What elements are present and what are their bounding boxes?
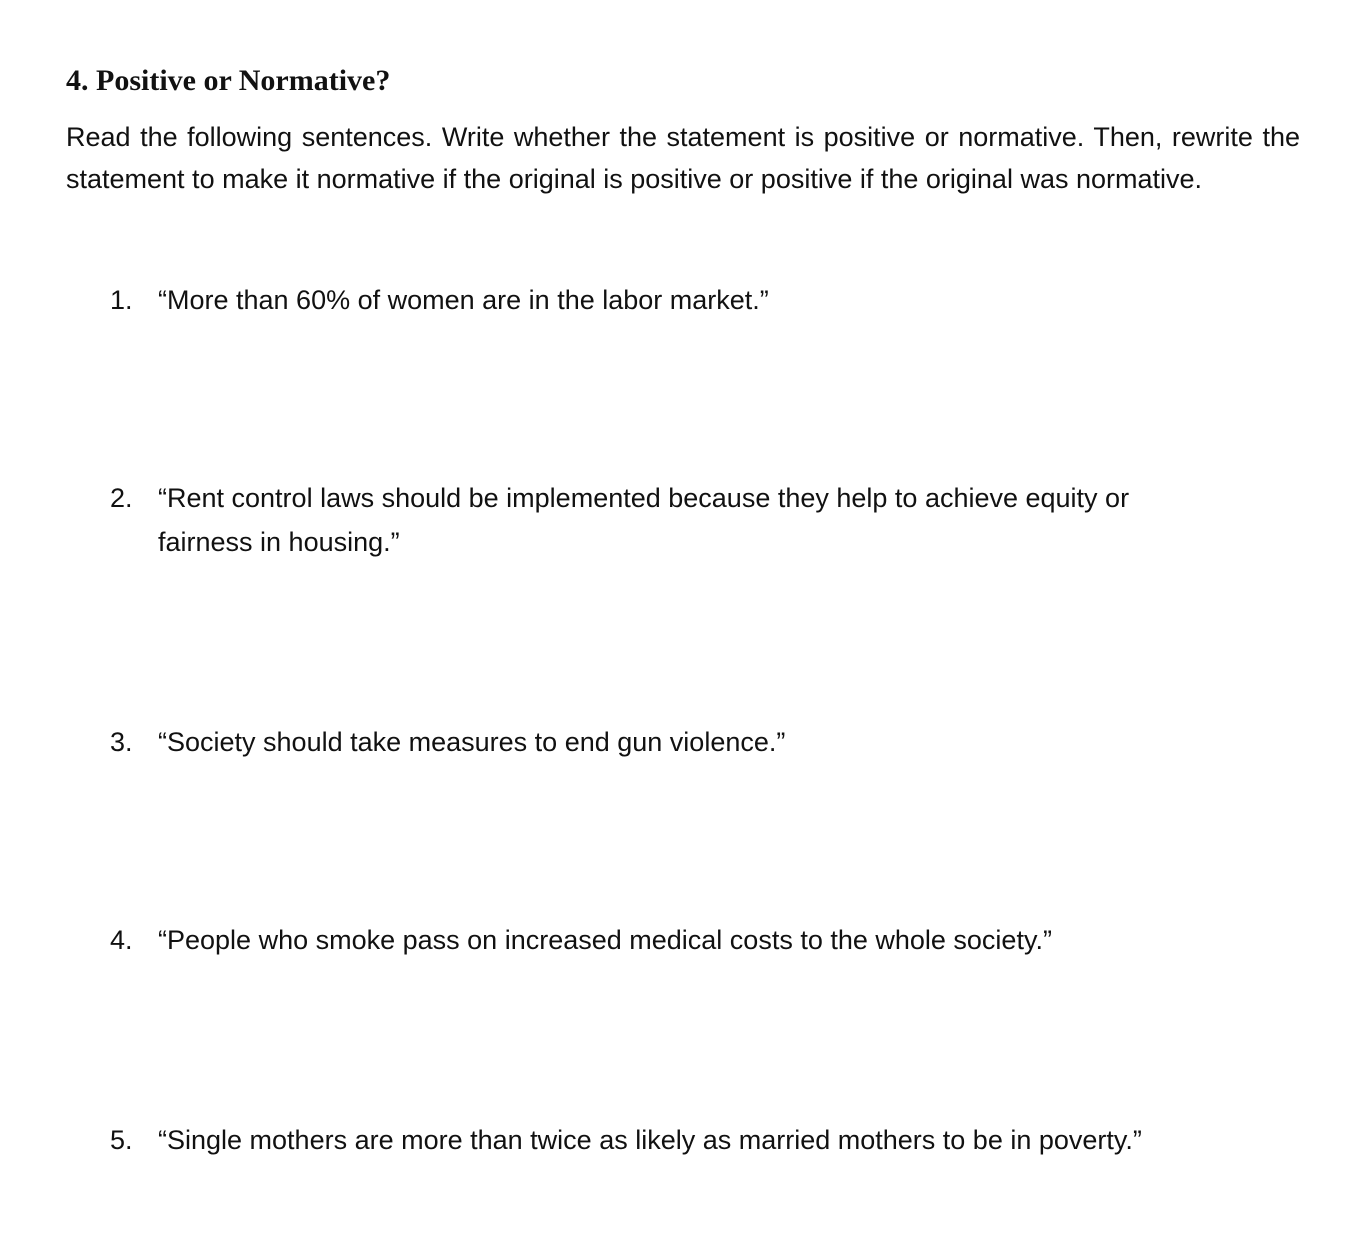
list-item-number: 1. bbox=[110, 285, 133, 315]
list-item bbox=[110, 918, 1230, 962]
list-item bbox=[110, 720, 1230, 764]
section-heading: 4. Positive or Normative? bbox=[66, 64, 391, 97]
list-item bbox=[110, 476, 1230, 564]
list-item-statement: “People who smoke pass on increased medical costs to the whole society.” bbox=[158, 925, 1052, 955]
list-item-number: 4. bbox=[110, 925, 133, 955]
list-item-statement: “Single mothers are more than twice as likely as married mothers to be in poverty.” bbox=[158, 1125, 1142, 1155]
list-item-statement: “Society should take measures to end gun violence.” bbox=[158, 727, 786, 757]
list-item bbox=[110, 1118, 1230, 1162]
list-item-statement: “More than 60% of women are in the labor market.” bbox=[158, 285, 769, 315]
list-item-number: 5. bbox=[110, 1125, 133, 1155]
list-item-number: 2. bbox=[110, 483, 133, 513]
list-item-statement: “Rent control laws should be implemented because they help to achieve equity or fairness in housing.” bbox=[158, 483, 1130, 557]
list-item-number: 3. bbox=[110, 727, 133, 757]
list-item bbox=[110, 278, 1230, 322]
instructions-paragraph: Read the following sentences. Write whether the statement is positive or normative. Then, rewrite the statement to make it normative if the original is positive or positive if the original was normative. bbox=[66, 122, 1300, 194]
